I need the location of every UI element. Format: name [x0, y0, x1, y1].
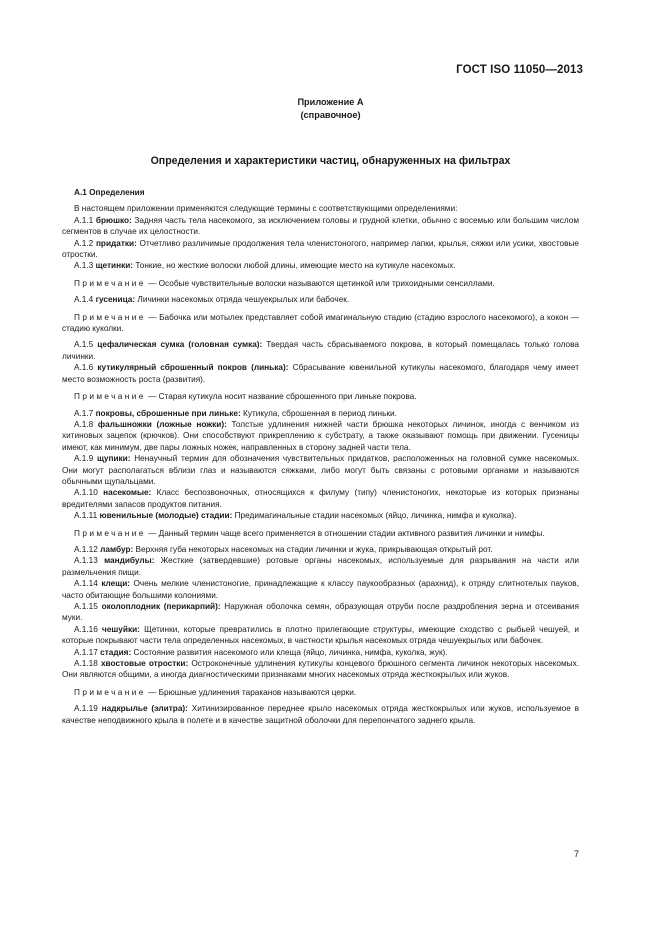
def-text: Хитинизированное переднее крыло насекомых отряда жесткокрылых или жуков, используемое в качестве неподвижного крыла в полете и в качестве защитной оболочки для перепончатого заднего крыла.	[62, 704, 580, 725]
def-term: ламбур:	[100, 544, 134, 554]
note-label: Примечание	[74, 278, 146, 288]
standard-number: ГОСТ ISO 11050—2013	[456, 64, 583, 76]
def-number: А.1.19	[74, 704, 98, 714]
def-term: хвостовые отростки:	[100, 659, 189, 669]
definition-8	[62, 419, 579, 453]
def-term: придатки:	[95, 238, 137, 248]
section-intro: В настоящем приложении применяются следующие термины с соответствующими определениями:	[74, 204, 458, 214]
def-text: Твердая часть сбрасываемого покрова, в который помещалась только голова личинки.	[62, 340, 580, 361]
def-term: клещи:	[101, 579, 131, 589]
definition-4	[62, 294, 579, 305]
def-text: Личинки насекомых отряда чешуекрылых или бабочек.	[137, 295, 350, 305]
def-number: А.1.12	[74, 544, 98, 554]
page-title: Определения и характеристики частиц, обнаруженных на фильтрах	[150, 155, 511, 167]
section-heading: А.1 Определения	[74, 188, 145, 197]
definition-12	[62, 544, 579, 555]
page-number: 7	[573, 849, 579, 859]
def-term: щупики:	[96, 454, 131, 464]
document-body	[62, 187, 579, 726]
note-text: — Данный термин чаще всего применяется в отношении стадии активного развития личинки и нимфы.	[148, 528, 545, 538]
note-label: Примечание	[74, 528, 146, 538]
appendix-heading	[0, 96, 661, 122]
def-term: чешуйки:	[102, 624, 140, 634]
def-text: Кутикула, сброшенная в период линьки.	[243, 408, 397, 418]
def-term: покровы, сброшенные при линьке:	[95, 408, 241, 418]
definition-9	[62, 453, 579, 487]
definition-14	[62, 578, 579, 601]
appendix-title: Приложение А	[297, 97, 364, 107]
def-number: А.1.4	[74, 295, 94, 305]
def-text: Тонкие, но жесткие волоски любой длины, имеющие место на кутикуле насекомых.	[135, 261, 456, 271]
def-term: стадия:	[100, 647, 132, 657]
def-text: Ненаучный термин для обозначения чувствительных придатков, расположенных на головной сумке насекомых. Они могут располагаться вблизи глаз и называются сяжками, либо могут быть связаны с ротовыми органами и называются обычными щупальцами.	[62, 454, 580, 486]
def-number: А.1.15	[74, 602, 98, 611]
def-term: насекомые:	[103, 488, 152, 498]
def-term: околоплодник (перикарпий):	[101, 602, 221, 611]
definition-13	[62, 555, 579, 578]
definition-11	[62, 510, 579, 521]
def-term: брюшко:	[95, 215, 132, 225]
note-label: Примечание	[74, 312, 146, 322]
note-text: — Бабочка или мотылек представляет собой имагинальную стадию (стадию взрослого насекомого), а кокон — стадию куколки.	[62, 312, 579, 334]
def-number: А.1.13	[74, 556, 98, 566]
note-3	[62, 391, 579, 402]
def-text: Жесткие (затвердевшие) ротовые органы насекомых, используемые для разрывания на части или размельчения пищи.	[62, 556, 579, 577]
def-number: А.1.7	[74, 408, 94, 418]
def-text: Щетинки, которые превратились в плотно прилегающие структуры, имеющие сходство с рыбьей чешуей, и которые покрывают части тела определенных насекомых, в частности крылья насекомых отряда чешуекрылых или бабочек.	[62, 624, 579, 646]
note-2	[62, 312, 579, 335]
def-text: Наружная оболочка семян, образующая отруби после раздробления зерна и отсеивания муки.	[62, 602, 579, 623]
def-text: Верхняя губа некоторых насекомых на стадии личинки и жука, прикрывающая открытый рот.	[135, 544, 493, 554]
definition-15	[62, 601, 579, 624]
def-number: А.1.5	[74, 340, 94, 350]
def-number: А.1.17	[74, 647, 98, 657]
def-term: гусеница:	[95, 295, 136, 305]
def-term: кутикулярный сброшенный покров (линька):	[97, 363, 289, 373]
definition-16	[62, 624, 579, 647]
def-term: мандибулы:	[104, 556, 155, 566]
def-term: цефалическая сумка (головная сумка):	[97, 340, 263, 350]
def-number: А.1.11	[74, 511, 98, 521]
def-number: А.1.1	[74, 215, 94, 225]
def-number: А.1.14	[74, 579, 98, 589]
def-number: А.1.6	[74, 363, 94, 373]
note-text: — Старая кутикула носит название сброшенного при линьке покрова.	[148, 392, 417, 402]
def-text: Остроконечные удлинения кутикулы концевого брюшного сегмента личинок некоторых насекомых. Они являются общими, а иногда диагностическими признаками многих насекомых отряда жесткокрылых или жуков.	[62, 659, 579, 680]
def-text: Отчетливо различимые продолжения тела членистоногого, например лапки, крылья, сяжки или усики, хвостовые отростки.	[62, 238, 579, 260]
note-text: — Особые чувствительные волоски называются щетинкой или трихоидными сенсиллами.	[148, 278, 495, 288]
def-number: А.1.10	[74, 488, 98, 498]
def-text: Состояние развития насекомого или клеща (яйцо, личинка, нимфа, куколка, жук).	[133, 647, 448, 657]
definition-18	[62, 658, 579, 681]
definition-10	[62, 487, 579, 510]
def-text: Задняя часть тела насекомого, за исключением головы и грудной клетки, обычно с восемью или большим числом сегментов в случае их целостности.	[62, 215, 579, 237]
def-number: А.1.3	[74, 261, 94, 271]
definition-1	[62, 215, 579, 238]
note-4	[62, 528, 579, 539]
appendix-subtitle: (справочное)	[300, 110, 361, 120]
def-number: А.1.8	[74, 419, 94, 429]
def-number: А.1.9	[74, 454, 94, 464]
definition-2	[62, 238, 579, 261]
note-5	[62, 687, 579, 698]
def-term: фальшножки (ложные ножки):	[97, 419, 227, 429]
def-text: Сбрасывание ювенильной кутикулы насекомого, благодаря чему имеет место возможность роста (развития).	[62, 363, 579, 384]
def-text: Толстые удлинения нижней части брюшка некоторых личинок, иногда с венчиком из хитиновых зацепок (крючков). Они способствуют прикреплению к субстрату, а также оказывают помощь при движении. Гусеницы имеют, как минимум, две пары ложных ножек, направленных в сторону задней части тела.	[62, 419, 580, 452]
note-text: — Брюшные удлинения тараканов называются церки.	[148, 687, 357, 697]
def-term: щетинки:	[95, 261, 134, 271]
def-text: Класс беспозвоночных, относящихся к филуму (типу) членистоногих, некоторые из которых признаны вредителями запасов продуктов питания.	[62, 488, 580, 509]
def-number: А.1.18	[74, 659, 98, 669]
note-label: Примечание	[74, 392, 146, 402]
definition-17	[62, 647, 579, 658]
def-number: А.1.2	[74, 238, 94, 248]
definition-6	[62, 362, 579, 385]
def-text: Очень мелкие членистоногие, принадлежащие к классу паукообразных (арахнид), к отряду слитнотелых пауков, часто обитающие большими колониями.	[62, 579, 579, 600]
note-label: Примечание	[74, 687, 146, 697]
definition-19	[62, 703, 579, 726]
definition-3	[62, 260, 579, 271]
def-text: Предимагинальные стадии насекомых (яйцо, личинка, нимфа и куколка).	[234, 511, 517, 521]
definition-5	[62, 339, 579, 362]
def-term: ювенильные (молодые) стадии:	[99, 511, 233, 521]
definition-7	[62, 408, 579, 419]
def-number: А.1.16	[74, 624, 98, 634]
note-1	[62, 278, 579, 289]
def-term: надкрылье (элитра):	[101, 704, 188, 714]
